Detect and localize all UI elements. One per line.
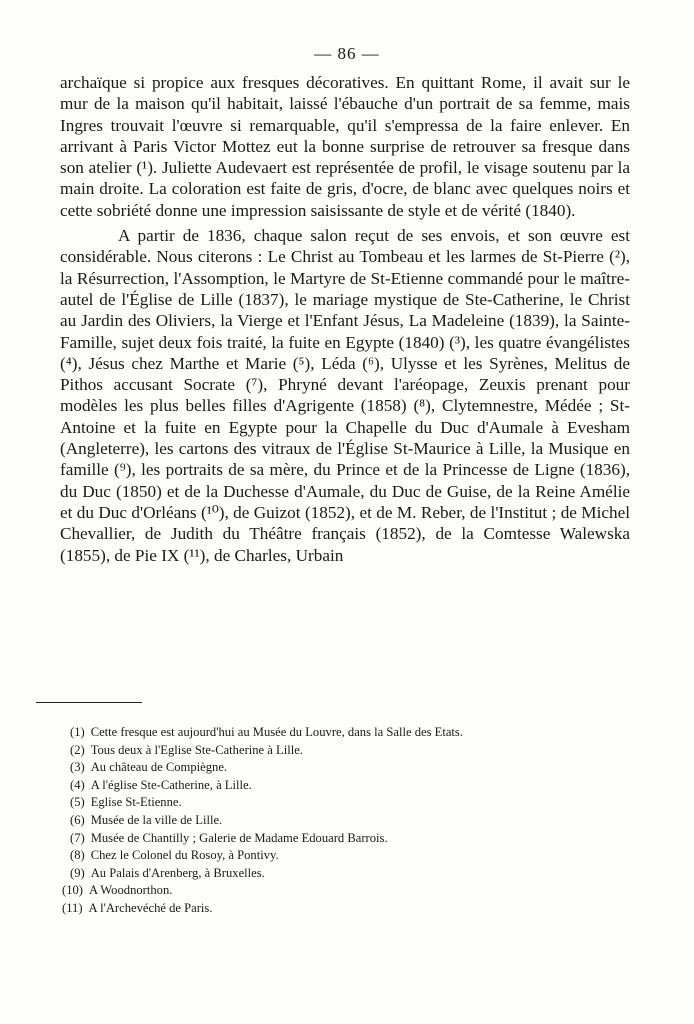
footnote-text: Chez le Colonel du Rosoy, à Pontivy. xyxy=(90,848,279,863)
footnote-separator xyxy=(36,702,142,703)
footnote-text: Eglise St-Etienne. xyxy=(90,795,182,810)
footnote xyxy=(70,742,670,760)
footnote xyxy=(62,900,670,918)
footnote-text: A l'Archevéché de Paris. xyxy=(88,900,213,915)
footnote xyxy=(62,882,670,900)
footnote-text: Cette fresque est aujourd'hui au Musée du Louvre, dans la Salle des Etats. xyxy=(90,725,463,739)
footnote xyxy=(70,812,670,830)
footnote xyxy=(70,830,670,848)
footnote-number: (2) xyxy=(70,742,85,757)
footnote xyxy=(70,847,670,865)
footnote-number: (4) xyxy=(70,777,85,792)
footnote-text: Tous deux à l'Eglise Ste-Catherine à Lille. xyxy=(90,742,303,757)
footnote xyxy=(70,759,670,777)
footnote-number: (1) xyxy=(70,725,85,739)
footnote-text: A Woodnorthon. xyxy=(88,883,173,898)
footnote-text: Au Palais d'Arenberg, à Bruxelles. xyxy=(90,865,265,880)
footnote-text: Au château de Compiègne. xyxy=(90,760,228,775)
footnote-text: Musée de la ville de Lille. xyxy=(90,812,223,827)
footnote-number: (5) xyxy=(70,795,85,810)
footnote xyxy=(70,777,670,795)
footnote-number: (7) xyxy=(70,830,85,845)
footnote xyxy=(70,794,670,812)
footnote xyxy=(70,865,670,883)
footnote-number: (6) xyxy=(70,812,85,827)
paragraph: A partir de 1836, chaque salon reçut de ses envois, et son œuvre est considérable. Nous citerons : Le Christ au Tombeau et les larmes de St-Pierre (²), la Résurrection, l'Assomption, le Martyre de St-Etienne commandé pour le maître-autel de l'Église de Lille (1837), le mariage mystique de Ste-Catherine, le Christ au Jardin des Oliviers, la Vierge et l'Enfant Jésus, La Madeleine (1839), la Sainte-Famille, sujet deux fois traité, la fuite en Egypte (1840) (³), les quatre évangélistes (⁴), Jésus chez Marthe et Marie (⁵), Léda (⁶), Ulysse et les Syrènes, Melitus de Pithos accusant Socrate (⁷), Phryné devant l'aréopage, Zeuxis prenant pour modèles les plus belles filles d'Agrigente (1858) (⁸), Clytemnestre, Médée ; St-Antoine et la fuite en Egypte pour la Chapelle du Duc d'Aumale à Evesham (Angleterre), les cartons des vitraux de l'Église St-Maurice à Lille, la Musique en famille (⁹), les portraits de sa mère, du Prince et de la Princesse de Ligne (1836), du Duc (1850) et de la Duchesse d'Aumale, du Duc de Guise, de la Reine Amélie et du Duc d'Orléans (¹⁰), de Guizot (1852), et de M. Reber, de l'Institut ; de Michel Chevallier, de Judith du Théâtre français (1852), de la Comtesse Walewska (1855), de Pie IX (¹¹), de Charles, Urbain xyxy=(60,226,630,565)
page-number: — 86 — xyxy=(314,44,380,63)
footnote-text: A l'église Ste-Catherine, à Lille. xyxy=(90,777,252,792)
body-text xyxy=(60,72,630,566)
footnote-number: (8) xyxy=(70,848,85,863)
footnote-text: Musée de Chantilly ; Galerie de Madame Edouard Barrois. xyxy=(90,830,388,845)
footnotes-list xyxy=(62,724,670,918)
footnote-number: (9) xyxy=(70,865,85,880)
footnote-number: (11) xyxy=(62,900,83,915)
footnote xyxy=(70,724,670,742)
paragraph: archaïque si propice aux fresques décoratives. En quittant Rome, il avait sur le mur de la maison qu'il habitait, laissé l'ébauche d'un portrait de sa femme, mais Ingres trouvait l'œuvre si remarquable, qu'il s'empressa de la faire enlever. En arrivant à Paris Victor Mottez eut la bonne surprise de retrouver sa fresque dans son atelier (¹). Juliette Audevaert est représentée de profil, le visage soutenu par la main droite. La coloration est faite de gris, d'ocre, de blanc avec quelques noirs et cette sobriété donne une impression saisissante de style et de vérité (1840). xyxy=(60,73,630,220)
footnote-number: (3) xyxy=(70,760,85,775)
footnote-number: (10) xyxy=(62,883,83,898)
